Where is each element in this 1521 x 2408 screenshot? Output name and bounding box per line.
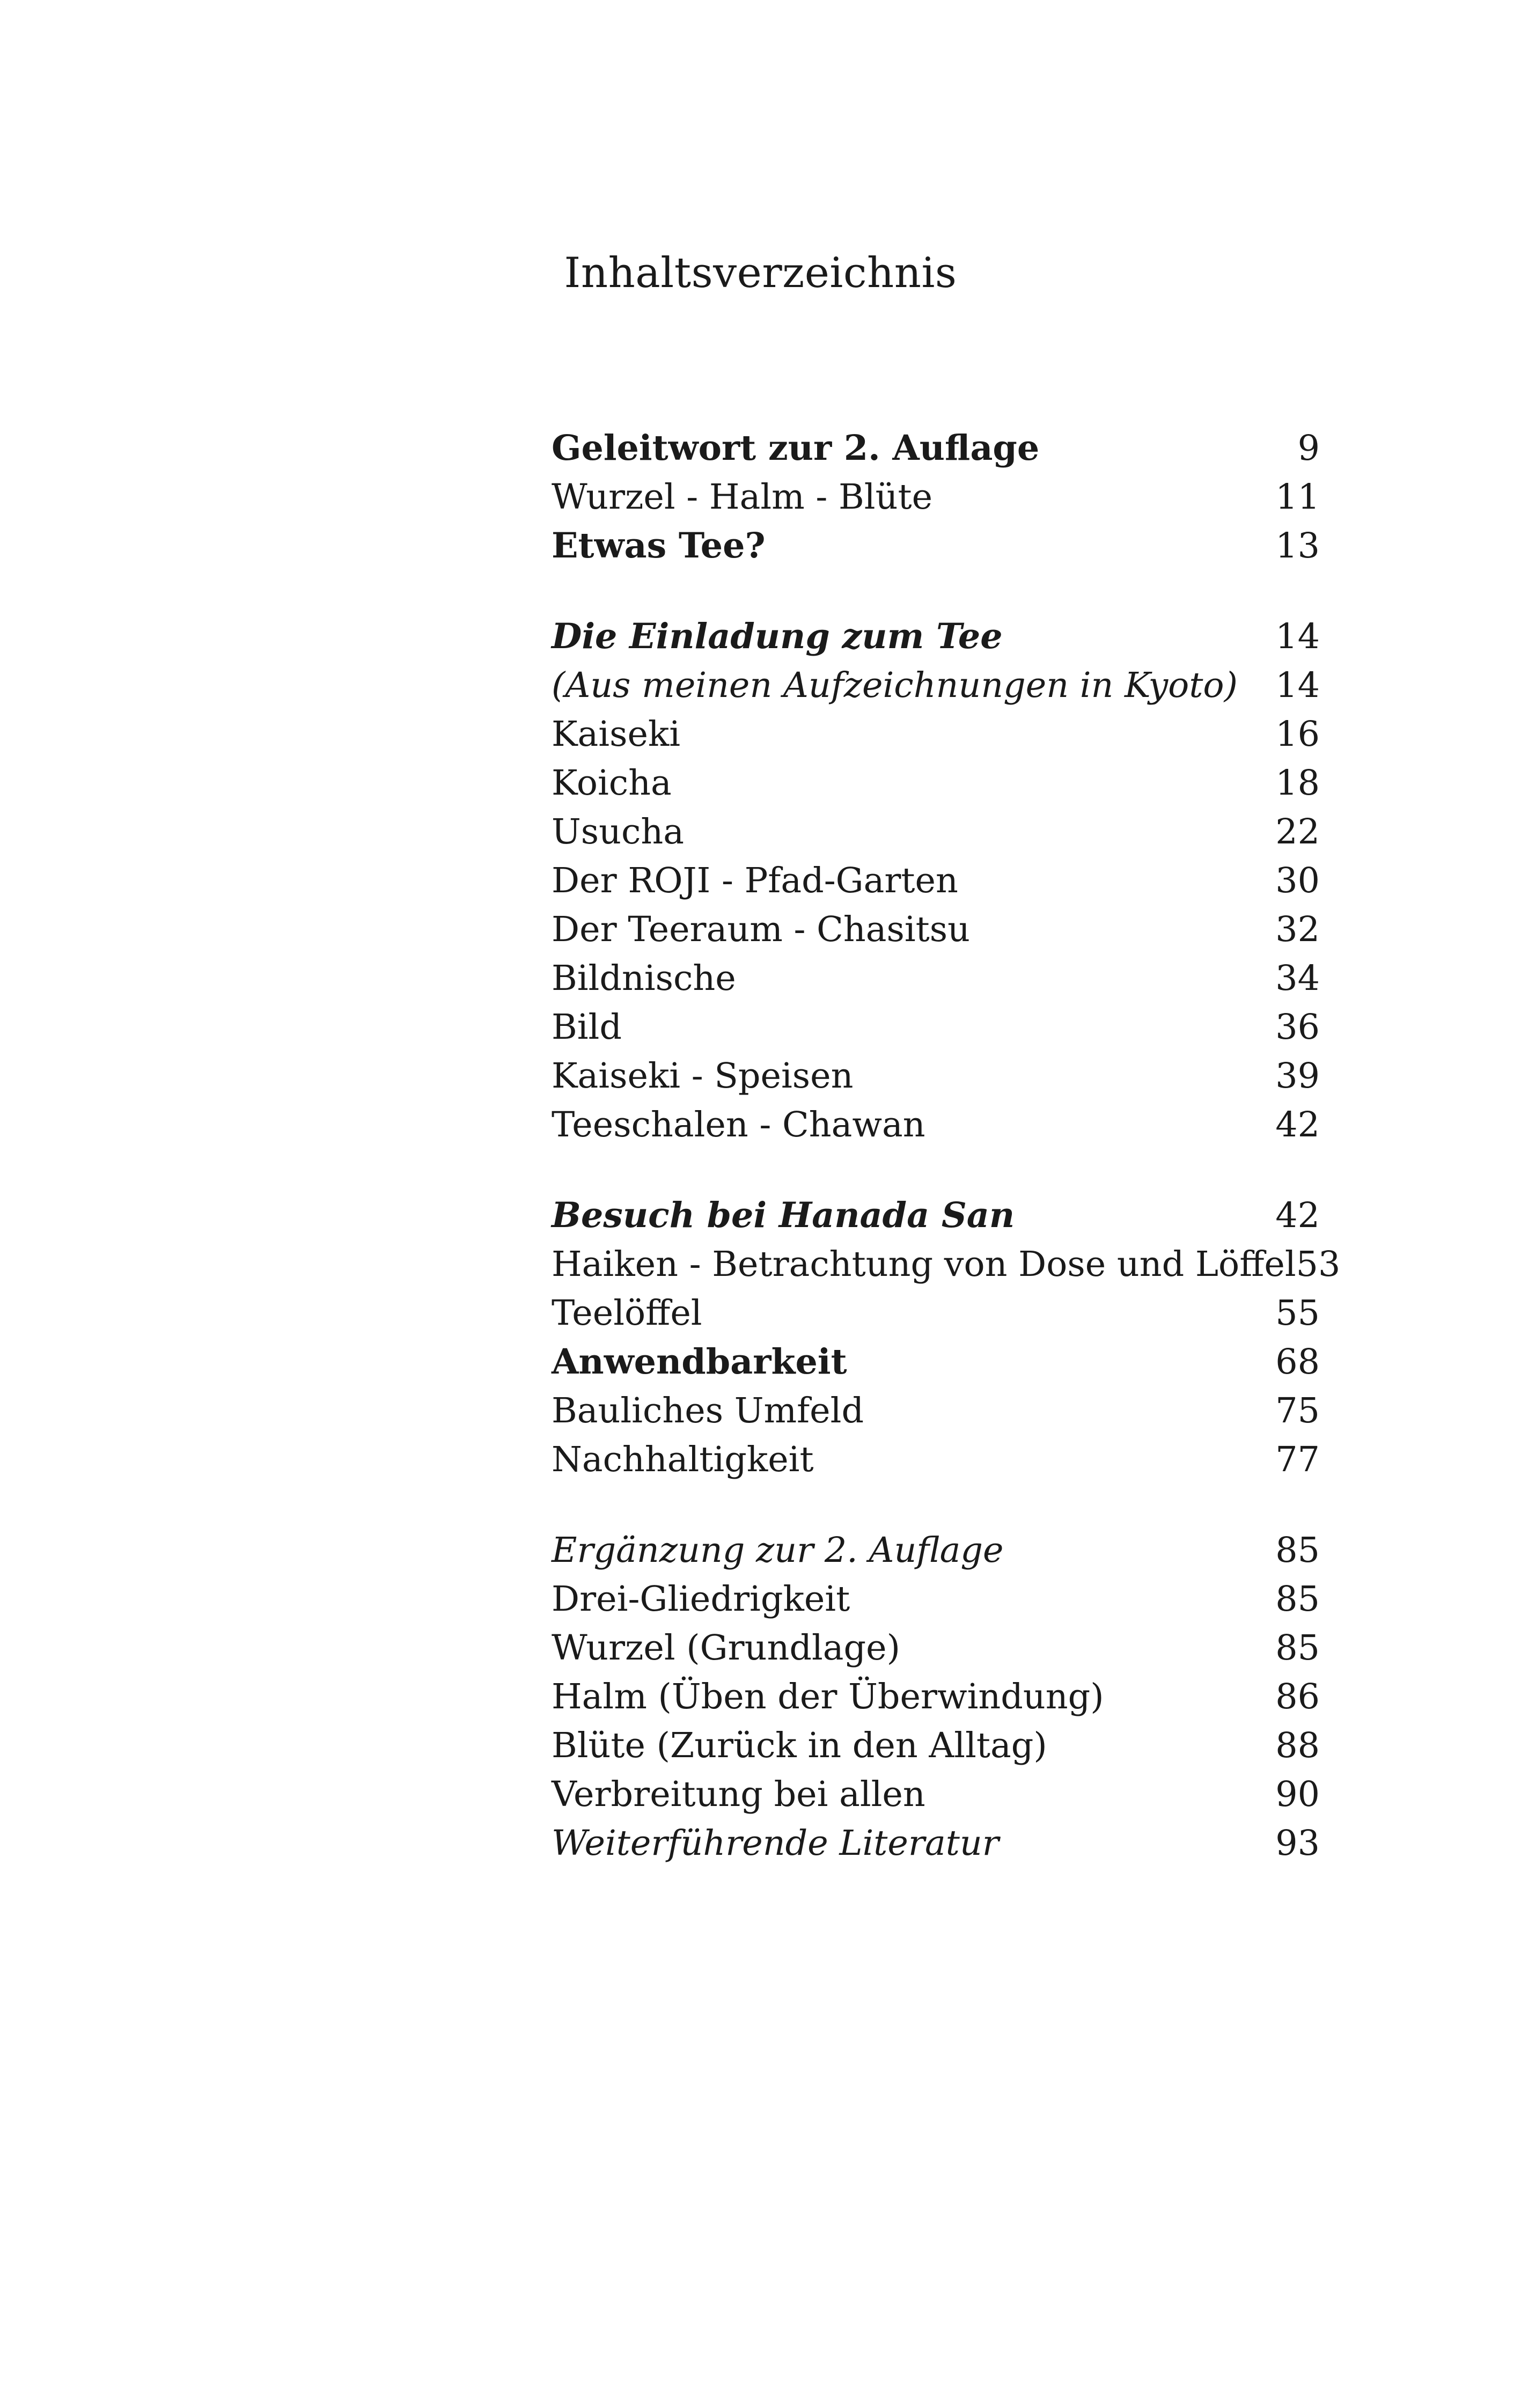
toc-entry-title: Kaiseki - Speisen	[552, 1056, 854, 1096]
toc-entry-title: Haiken - Betrachtung von Dose und Löffel	[552, 1244, 1296, 1284]
toc-entry	[552, 1003, 1320, 1052]
toc-entry	[552, 807, 1320, 856]
toc-entry-title: Verbreitung bei allen	[552, 1774, 925, 1815]
toc-entry	[552, 1191, 1320, 1240]
toc-entry-title: Bauliches Umfeld	[552, 1391, 864, 1431]
toc-entry	[552, 473, 1320, 522]
toc-entry-title: Teeschalen - Chawan	[552, 1105, 925, 1145]
toc-entry	[552, 710, 1320, 759]
toc-entry	[552, 954, 1320, 1003]
toc-entry-title: Der Teeraum - Chasitsu	[552, 909, 970, 950]
toc-entry-title: Der ROJI - Pfad-Garten	[552, 861, 958, 901]
toc-entry-title: Besuch bei Hanada San	[552, 1195, 1015, 1236]
toc-entry-page-number: 9	[1297, 428, 1320, 468]
toc-section	[552, 612, 1320, 1149]
toc-entry	[552, 759, 1320, 807]
toc-entry-title: Anwendbarkeit	[552, 1341, 847, 1382]
toc-entry-page-number: 86	[1275, 1677, 1320, 1717]
toc-entry-page-number: 39	[1275, 1056, 1320, 1096]
toc-entry	[552, 1052, 1320, 1100]
toc-entry-page-number: 42	[1275, 1195, 1320, 1236]
toc-entry-page-number: 14	[1275, 616, 1320, 657]
toc-entry	[552, 1721, 1320, 1770]
toc-entry	[552, 522, 1320, 570]
toc-entry	[552, 424, 1320, 473]
toc-entry	[552, 1672, 1320, 1721]
toc-entry-page-number: 85	[1275, 1628, 1320, 1668]
toc-entry	[552, 1526, 1320, 1575]
toc-entry	[552, 856, 1320, 905]
toc-entry-title: Bildnische	[552, 958, 736, 999]
toc-entry-title: Drei-Gliedrigkeit	[552, 1579, 850, 1619]
toc-section	[552, 1526, 1320, 1868]
toc-entry-title: Geleitwort zur 2. Auflage	[552, 428, 1040, 468]
toc-entry-page-number: 34	[1275, 958, 1320, 999]
toc-entry-page-number: 93	[1275, 1823, 1320, 1863]
toc-entry-page-number: 85	[1275, 1579, 1320, 1619]
toc-entry	[552, 1624, 1320, 1672]
toc-entry-page-number: 55	[1275, 1293, 1320, 1333]
toc-entry-title: Kaiseki	[552, 714, 681, 754]
toc-entry-page-number: 42	[1275, 1105, 1320, 1145]
toc-entry-title: Nachhaltigkeit	[552, 1440, 814, 1480]
toc-entry-title: Blüte (Zurück in den Alltag)	[552, 1726, 1047, 1766]
toc-entry-title: Koicha	[552, 763, 672, 803]
toc-entry	[552, 1770, 1320, 1819]
toc-entry-title: (Aus meinen Aufzeichnungen in Kyoto)	[552, 665, 1238, 706]
toc-entry	[552, 1338, 1320, 1386]
toc-entry	[552, 1100, 1320, 1149]
toc-entry	[552, 1575, 1320, 1624]
toc-entry-title: Bild	[552, 1007, 622, 1047]
toc-entry-page-number: 11	[1275, 477, 1320, 517]
toc-entry	[552, 612, 1320, 661]
toc-entry-page-number: 14	[1275, 665, 1320, 706]
toc-entry-title: Weiterführende Literatur	[552, 1823, 999, 1863]
toc-entry-page-number: 85	[1275, 1530, 1320, 1570]
toc-entry-page-number: 22	[1275, 812, 1320, 852]
toc-section	[552, 1191, 1341, 1484]
page-title: Inhaltsverzeichnis	[564, 249, 957, 297]
toc-entry-page-number: 36	[1275, 1007, 1320, 1047]
toc-entry-page-number: 75	[1275, 1391, 1320, 1431]
toc-entry-page-number: 53	[1296, 1244, 1341, 1284]
toc-entry-page-number: 68	[1275, 1342, 1320, 1382]
toc-entry-title: Die Einladung zum Tee	[552, 616, 1003, 657]
toc-entry-title: Ergänzung zur 2. Auflage	[552, 1530, 1004, 1570]
toc-entry-page-number: 16	[1275, 714, 1320, 754]
toc-entry-page-number: 13	[1275, 526, 1320, 566]
toc-entry-page-number: 30	[1275, 861, 1320, 901]
toc-entry-page-number: 90	[1275, 1774, 1320, 1815]
toc-entry-title: Usucha	[552, 812, 685, 852]
toc-entry-page-number: 77	[1275, 1440, 1320, 1480]
toc-entry-title: Teelöffel	[552, 1293, 702, 1333]
toc-entry-page-number: 18	[1275, 763, 1320, 803]
toc-entry	[552, 1819, 1320, 1868]
toc-section	[552, 424, 1320, 570]
toc-entry	[552, 661, 1320, 710]
toc-entry-title: Wurzel (Grundlage)	[552, 1628, 900, 1668]
toc-entry-title: Wurzel - Halm - Blüte	[552, 477, 933, 517]
toc-entry-page-number: 32	[1275, 909, 1320, 950]
toc-entry-title: Halm (Üben der Überwindung)	[552, 1677, 1104, 1717]
toc-entry-title: Etwas Tee?	[552, 525, 766, 566]
toc-entry	[552, 1386, 1320, 1435]
toc-entry	[552, 905, 1320, 954]
toc-entry	[552, 1240, 1341, 1289]
toc-entry-page-number: 88	[1275, 1726, 1320, 1766]
toc-entry	[552, 1435, 1320, 1484]
toc-entry	[552, 1289, 1320, 1338]
table-of-contents	[552, 424, 1341, 1910]
